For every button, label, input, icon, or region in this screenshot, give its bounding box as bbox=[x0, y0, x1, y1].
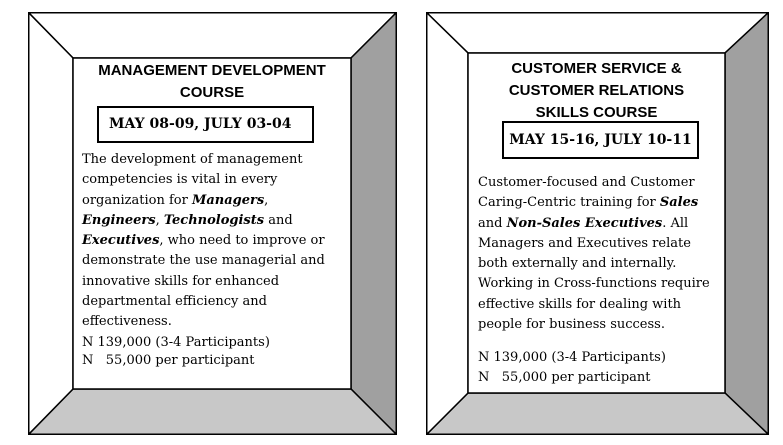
course-description bbox=[478, 173, 710, 335]
description-line bbox=[82, 211, 325, 231]
course-title bbox=[73, 60, 351, 104]
description-line bbox=[82, 312, 325, 332]
description-line bbox=[82, 191, 325, 211]
text-run: effectiveness. bbox=[82, 314, 172, 330]
description-line bbox=[478, 274, 710, 294]
text-run: . All bbox=[662, 215, 689, 231]
text-run: people for business success. bbox=[478, 317, 665, 333]
course-description bbox=[82, 150, 325, 333]
emphasized-term: Executives bbox=[82, 233, 160, 249]
description-line bbox=[478, 193, 710, 213]
description-line bbox=[478, 173, 710, 193]
text-run: innovative skills for enhanced bbox=[82, 273, 280, 289]
description-line bbox=[82, 272, 325, 292]
description-line bbox=[478, 234, 710, 254]
price-list bbox=[478, 348, 666, 388]
emphasized-term: Sales bbox=[659, 195, 699, 211]
text-run: and bbox=[264, 212, 293, 228]
text-run: , bbox=[264, 192, 269, 208]
price-group: N 139,000 (3-4 Participants) bbox=[478, 350, 666, 365]
text-run: , who need to improve or bbox=[159, 233, 325, 249]
description-line bbox=[478, 254, 710, 274]
description-line bbox=[82, 231, 325, 251]
price-individual: N 55,000 per participant bbox=[478, 370, 651, 385]
description-line bbox=[478, 214, 710, 234]
text-run: demonstrate the use managerial and bbox=[82, 253, 325, 269]
description-line bbox=[478, 295, 710, 315]
text-run: Customer-focused and Customer bbox=[478, 175, 695, 190]
emphasized-term: Engineers bbox=[82, 212, 156, 228]
title-line: MANAGEMENT DEVELOPMENT bbox=[98, 62, 326, 79]
text-run: and bbox=[478, 215, 507, 231]
price-group: N 139,000 (3-4 Participants) bbox=[82, 335, 270, 350]
text-run: The development of management bbox=[82, 152, 303, 167]
emphasized-term: Managers bbox=[191, 192, 265, 208]
price-individual: N 55,000 per participant bbox=[82, 353, 255, 368]
text-run: , bbox=[155, 212, 164, 228]
course-title bbox=[468, 58, 725, 124]
description-line bbox=[82, 150, 325, 170]
emphasized-term: Non-Sales Executives bbox=[506, 215, 663, 231]
title-line: COURSE bbox=[179, 84, 245, 101]
text-run: Working in Cross-functions require bbox=[478, 276, 710, 292]
description-line bbox=[82, 251, 325, 271]
course-card-customer-service bbox=[426, 12, 769, 435]
course-card-management bbox=[28, 12, 397, 435]
title-line: CUSTOMER RELATIONS bbox=[508, 82, 685, 99]
text-run: both externally and internally. bbox=[478, 256, 677, 272]
text-run: Managers and Executives relate bbox=[478, 235, 691, 251]
text-run: effective skills for dealing with bbox=[478, 296, 682, 312]
course-dates: MAY 08-09, JULY 03-04 bbox=[97, 106, 314, 143]
course-dates: MAY 15-16, JULY 10-11 bbox=[502, 121, 699, 159]
text-run: Caring-Centric training for bbox=[478, 195, 660, 211]
title-line: CUSTOMER SERVICE & bbox=[511, 60, 682, 77]
text-run: organization for bbox=[82, 192, 192, 208]
description-line bbox=[82, 292, 325, 312]
description-line bbox=[82, 170, 325, 190]
text-run: competencies is vital in every bbox=[82, 172, 278, 188]
price-list bbox=[82, 334, 270, 370]
text-run: departmental efficiency and bbox=[82, 294, 267, 310]
description-line bbox=[478, 315, 710, 335]
emphasized-term: Technologists bbox=[163, 212, 265, 228]
title-line: SKILLS COURSE bbox=[535, 104, 658, 121]
